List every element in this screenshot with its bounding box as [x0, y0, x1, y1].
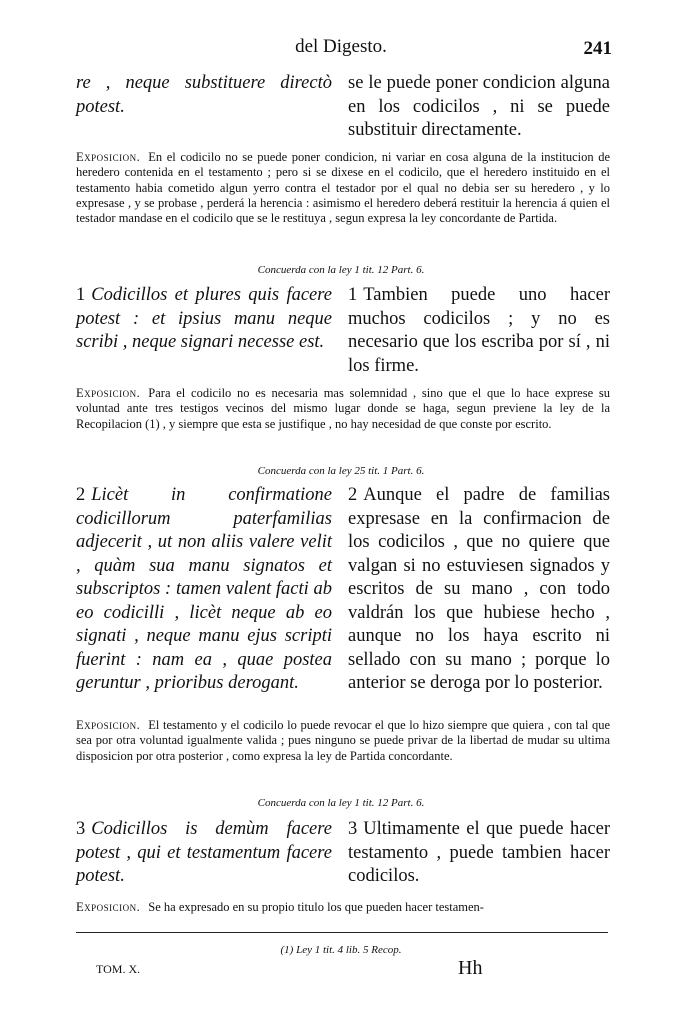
concordance-1: Concuerda con la ley 1 tit. 12 Part. 6.	[257, 264, 425, 276]
exposition-text: Para el codicilo no es necesaria mas solemnidad , sino que el que lo hace exprese su voluntad ante tres testigos vecinos del mismo lugar donde se haga, segun previene la ley de la Recopilacion (1) , y siempre que esta se justifique , no hay necesidad de que conste por escrito.	[76, 386, 610, 431]
law-number: 3	[76, 819, 86, 839]
signature-mark: Hh	[458, 957, 483, 979]
exposition-1	[76, 386, 610, 432]
latin-text-1	[76, 284, 332, 355]
concordance-2: Concuerda con la ley 25 tit. 1 Part. 6.	[257, 465, 425, 477]
exposition-0	[76, 150, 610, 226]
exposition-label: Exposicion.	[76, 386, 141, 400]
exposition-2	[76, 718, 610, 764]
exposition-3	[76, 900, 610, 915]
spanish-text-0: se le puede poner condicion alguna en los codicilos , ni se puede substituir directamente.	[348, 73, 610, 140]
latin-paragraph: Licèt in confirmatione codicillorum paterfamilias adjecerit , ut non aliis valere velit , quàm sua manu signatos et subscriptos : tamen valent facti ab eo codicilli , licèt neque ab eo signati , neque manu ejus scripti fuerint : nam ea , quae postea geruntur , prioribus derogant.	[76, 485, 332, 693]
page-number: 241	[583, 38, 612, 59]
latin-text-0: re , neque substituere directò potest.	[76, 73, 332, 117]
volume-marker: TOM. X.	[96, 962, 141, 976]
exposition-text: Se ha expresado en su propio titulo los que pueden hacer testamen-	[148, 900, 484, 914]
spanish-paragraph: Tambien puede uno hacer muchos codicilos ; y no es necesario que los escriba por sí , ni los firme.	[348, 285, 610, 376]
law-number: 3	[348, 819, 358, 839]
running-header: del Digesto.	[295, 36, 387, 57]
latin-text-3	[76, 818, 332, 889]
exposition-label: Exposicion.	[76, 900, 141, 914]
spanish-text-1	[348, 284, 610, 378]
latin-text-2	[76, 484, 332, 696]
exposition-text: El testamento y el codicilo lo puede revocar el que lo hizo siempre que quiera , con tal que sea por otra voluntad igualmente valida ; pues ninguno se puede privar de la libertad de mudar su ultima disposicion por otra posterior , como expresa la ley de Partida concordante.	[76, 718, 610, 763]
footnote: (1) Ley 1 tit. 4 lib. 5 Recop.	[280, 944, 402, 956]
spanish-text-3	[348, 818, 610, 889]
law-number: 1	[76, 285, 86, 305]
law-number: 2	[76, 485, 86, 505]
spanish-text-2	[348, 484, 610, 696]
concordance-3: Concuerda con la ley 1 tit. 12 Part. 6.	[257, 797, 425, 809]
latin-paragraph: Codicillos et plures quis facere potest : et ipsius manu neque scribi , neque signari necesse est.	[76, 285, 332, 352]
exposition-label: Exposicion.	[76, 150, 141, 164]
spanish-paragraph: Aunque el padre de familias expresase en la confirmacion de los codicilos , que no quiere que valgan si no estuviesen signados y escritos de su mano , con todo valdrán los que hubiese hecho , aunque no los haya escrito ni sellado con su mano ; porque lo anterior se deroga por lo posterior.	[348, 485, 610, 693]
latin-paragraph: Codicillos is demùm facere potest , qui et testamentum facere potest.	[76, 819, 332, 886]
exposition-text: En el codicilo no se puede poner condicion, ni variar en cosa alguna de la institucion de heredero contenida en el testamento ; pero si se dixese en el codicilo, que el heredero instituido en el testamento habia cometido algun yerro contra el testador por el qual no debia ser su heredero , y lo expresase , y se probase , perderá la herencia : asimismo el heredero deberá restituir la herencia á quien el testador mandase en el codicilo que se le restituya , segun expresa la ley concordante de Partida.	[76, 150, 610, 226]
law-number: 1	[348, 285, 358, 305]
law-number: 2	[348, 485, 358, 505]
footnote-rule	[76, 932, 608, 933]
spanish-paragraph: Ultimamente el que puede hacer testamento , puede tambien hacer codicilos.	[348, 819, 610, 886]
exposition-label: Exposicion.	[76, 718, 141, 732]
